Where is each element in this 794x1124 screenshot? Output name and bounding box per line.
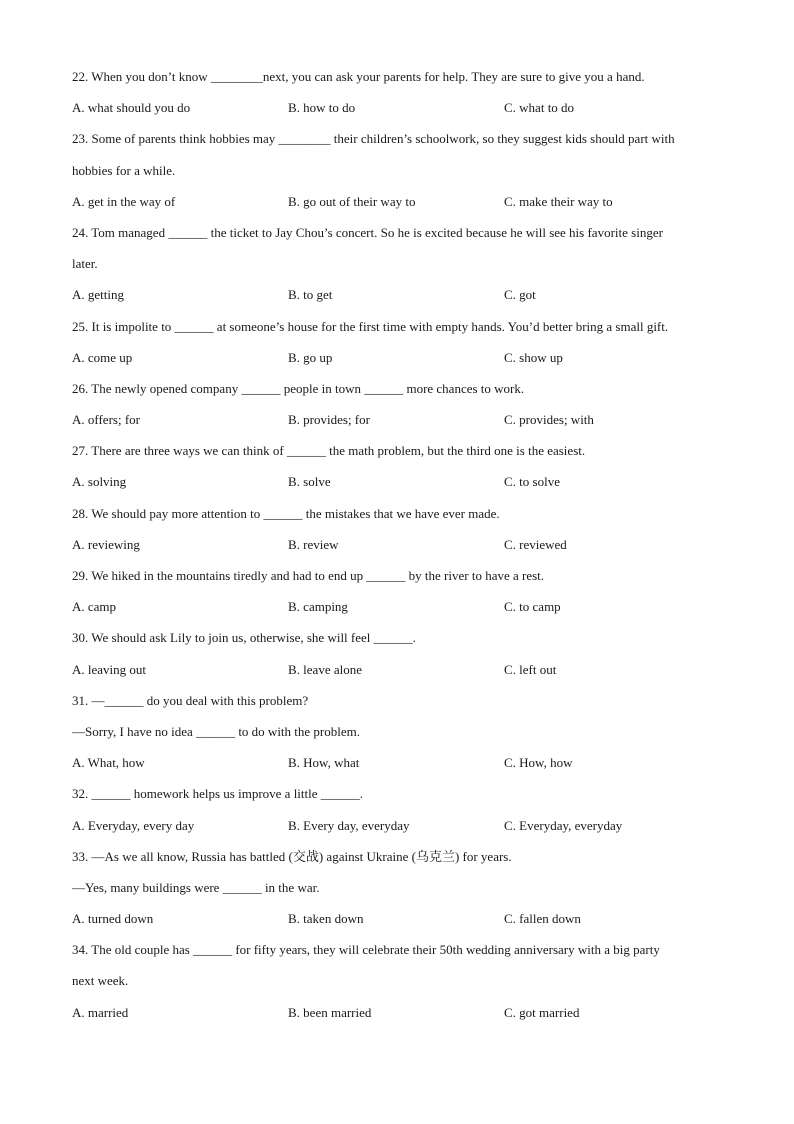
option-c: C. How, how bbox=[504, 755, 573, 771]
question-stem: 34. The old couple has ______ for fifty years, they will celebrate their 50th wedding anniversary with a big party bbox=[72, 942, 660, 958]
option-a: A. turned down bbox=[72, 911, 154, 927]
option-b: B. solve bbox=[288, 474, 331, 490]
question-stem: 30. We should ask Lily to join us, otherwise, she will feel ______. bbox=[72, 630, 416, 646]
question-item bbox=[72, 503, 732, 565]
question-stem: 31. —______ do you deal with this problem? bbox=[72, 692, 309, 708]
question-stem: 22. When you don’t know ________next, you can ask your parents for help. They are sure to give you a hand. bbox=[72, 69, 645, 84]
option-c: C. got married bbox=[504, 1004, 580, 1020]
option-c: C. make their way to bbox=[504, 193, 613, 209]
answer-options bbox=[72, 659, 732, 690]
question-item bbox=[72, 222, 732, 316]
option-c: C. Everyday, everyday bbox=[504, 817, 623, 833]
option-a: A. Everyday, every day bbox=[72, 817, 195, 833]
question-stem: 24. Tom managed ______ the ticket to Jay Chou’s concert. So he is excited because he will see his favorite singer bbox=[72, 224, 663, 240]
question-item bbox=[72, 440, 732, 502]
option-b: B. to get bbox=[288, 287, 333, 303]
option-c: C. provides; with bbox=[504, 412, 594, 428]
answer-options bbox=[72, 347, 732, 378]
question-list bbox=[72, 66, 732, 1033]
option-c: C. reviewed bbox=[504, 536, 567, 552]
question-stem: 33. —As we all know, Russia has battled (交战) against Ukraine (乌克兰) for years. bbox=[72, 848, 512, 864]
answer-options bbox=[72, 908, 732, 939]
answer-options bbox=[72, 97, 732, 128]
question-stem-continued: later. bbox=[72, 256, 98, 272]
question-stem-continued: —Sorry, I have no idea ______ to do with the problem. bbox=[72, 723, 360, 739]
answer-options bbox=[72, 596, 732, 627]
question-item bbox=[72, 128, 732, 222]
option-b: B. provides; for bbox=[288, 412, 370, 428]
question-item bbox=[72, 66, 732, 128]
question-stem-continued: hobbies for a while. bbox=[72, 162, 176, 178]
option-b: B. camping bbox=[288, 599, 348, 615]
option-a: A. solving bbox=[72, 474, 127, 490]
option-b: B. been married bbox=[288, 1004, 372, 1020]
question-item bbox=[72, 690, 732, 784]
option-a: A. get in the way of bbox=[72, 193, 176, 209]
option-b: B. go out of their way to bbox=[288, 193, 416, 209]
question-item bbox=[72, 783, 732, 845]
question-stem: 25. It is impolite to ______ at someone’s house for the first time with empty hands. You’d better bring a small gift. bbox=[72, 318, 669, 334]
option-c: C. got bbox=[504, 287, 536, 303]
answer-options bbox=[72, 284, 732, 315]
option-b: B. review bbox=[288, 536, 339, 552]
option-b: B. Every day, everyday bbox=[288, 817, 410, 833]
option-a: A. camp bbox=[72, 599, 117, 615]
answer-options bbox=[72, 409, 732, 440]
question-item bbox=[72, 939, 732, 1033]
question-item bbox=[72, 316, 732, 378]
question-item bbox=[72, 846, 732, 940]
option-a: A. offers; for bbox=[72, 412, 140, 428]
question-stem-continued: next week. bbox=[72, 973, 129, 989]
option-b: B. leave alone bbox=[288, 661, 362, 677]
option-a: A. leaving out bbox=[72, 661, 147, 677]
option-c: C. show up bbox=[504, 349, 563, 365]
option-b: B. How, what bbox=[288, 755, 360, 771]
question-item bbox=[72, 378, 732, 440]
option-a: A. married bbox=[72, 1004, 129, 1020]
question-stem: 27. There are three ways we can think of ______ the math problem, but the third one is the easiest. bbox=[72, 443, 586, 459]
option-a: A. getting bbox=[72, 287, 124, 303]
question-stem: 32. ______ homework helps us improve a little ______. bbox=[72, 786, 364, 802]
answer-options bbox=[72, 752, 732, 783]
option-a: A. reviewing bbox=[72, 536, 140, 552]
question-stem: 29. We hiked in the mountains tiredly and had to end up ______ by the river to have a rest. bbox=[72, 568, 545, 583]
option-c: C. fallen down bbox=[504, 911, 581, 927]
answer-options bbox=[72, 1002, 732, 1033]
option-a: A. come up bbox=[72, 349, 133, 365]
option-b: B. go up bbox=[288, 349, 333, 365]
question-stem: 23. Some of parents think hobbies may ________ their children’s schoolwork, so they suggest kids should part with bbox=[72, 131, 675, 147]
question-stem-continued: —Yes, many buildings were ______ in the war. bbox=[72, 879, 320, 895]
answer-options bbox=[72, 471, 732, 502]
answer-options bbox=[72, 191, 732, 222]
question-item bbox=[72, 565, 732, 627]
answer-options bbox=[72, 815, 732, 846]
answer-options bbox=[72, 534, 732, 565]
option-c: C. to solve bbox=[504, 474, 560, 490]
option-c: C. what to do bbox=[504, 100, 575, 116]
question-item bbox=[72, 627, 732, 689]
option-b: B. taken down bbox=[288, 911, 364, 927]
option-c: C. to camp bbox=[504, 599, 561, 615]
question-stem: 26. The newly opened company ______ people in town ______ more chances to work. bbox=[72, 380, 525, 396]
option-a: A. What, how bbox=[72, 755, 145, 771]
question-stem: 28. We should pay more attention to ______ the mistakes that we have ever made. bbox=[72, 505, 500, 521]
option-c: C. left out bbox=[504, 661, 557, 677]
option-a: A. what should you do bbox=[72, 100, 191, 116]
option-b: B. how to do bbox=[288, 100, 356, 116]
